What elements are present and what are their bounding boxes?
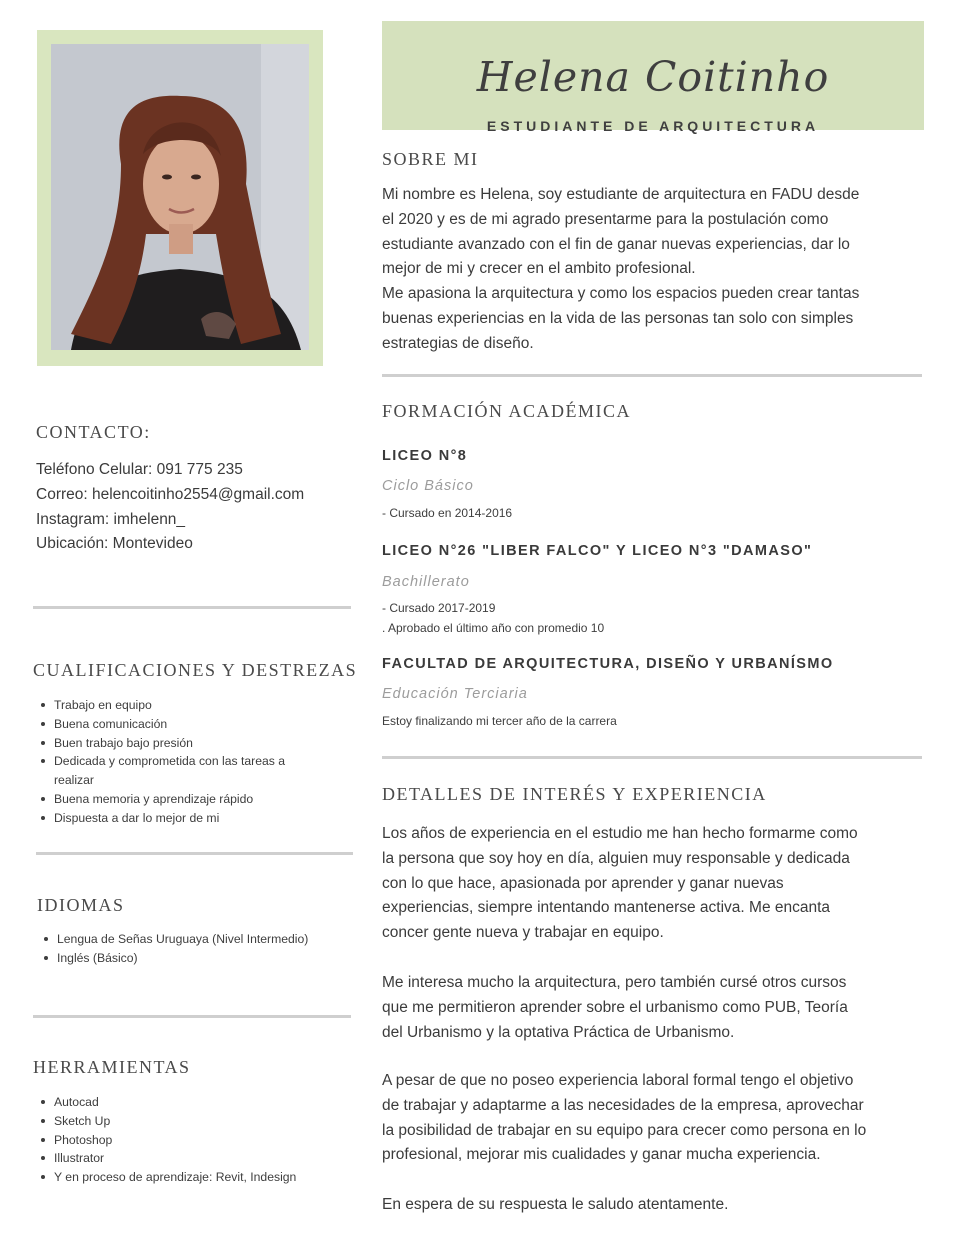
divider xyxy=(382,756,922,759)
education-level: Educación Terciaria xyxy=(382,686,528,702)
experience-heading: DETALLES DE INTERÉS Y EXPERIENCIA xyxy=(382,784,767,804)
about-line: estudiante avanzado con el fin de ganar nuevas experiencias, dar lo xyxy=(382,235,850,253)
education-heading: FORMACIÓN ACADÉMICA xyxy=(382,401,632,421)
profile-photo-frame xyxy=(37,30,323,366)
education-level: Ciclo Básico xyxy=(382,478,474,494)
experience-line: A pesar de que no poseo experiencia laboral formal tengo el objetivo xyxy=(382,1072,854,1089)
education-note: Estoy finalizando mi tercer año de la carrera xyxy=(382,714,617,728)
experience-line: con lo que hace, apasionada por aprender y ganar nuevas xyxy=(382,874,784,892)
contact-location: Ubicación: Montevideo xyxy=(36,535,193,553)
divider xyxy=(33,1015,351,1018)
experience-line: la persona que soy hoy en día, alguien muy responsable y dedicada xyxy=(382,849,850,867)
experience-line: Me interesa mucho la arquitectura, pero también cursé otros cursos xyxy=(382,974,847,991)
about-line: mejor de mi y crecer en el ambito profesional. xyxy=(382,260,696,278)
profile-photo xyxy=(51,44,309,350)
tools-heading: HERRAMIENTAS xyxy=(33,1057,191,1077)
about-text xyxy=(382,183,927,357)
education-note-line: - Cursado 2017-2019 xyxy=(382,601,496,615)
list-item: Buena comunicación xyxy=(37,715,327,734)
list-item: Dispuesta a dar lo mejor de mi xyxy=(37,809,327,828)
portrait-illustration xyxy=(51,44,309,350)
list-item: Buena memoria y aprendizaje rápido xyxy=(37,790,327,809)
experience-paragraph xyxy=(382,971,942,1045)
contact-details xyxy=(36,458,304,557)
header-banner xyxy=(382,21,924,134)
experience-line: que me permitieron aprender sobre el urbanismo como PUB, Teoría xyxy=(382,998,848,1016)
education-note-line: . Aprobado el último año con promedio 10 xyxy=(382,620,605,635)
contact-email: Correo: helencoitinho2554@gmail.com xyxy=(36,485,305,503)
contact-heading: CONTACTO: xyxy=(36,422,151,442)
languages-heading: IDIOMAS xyxy=(37,895,125,915)
closing-line: En espera de su respuesta le saludo atentamente. xyxy=(382,1196,729,1213)
about-line: Mi nombre es Helena, soy estudiante de arquitectura en FADU desde xyxy=(382,186,860,203)
contact-instagram: Instagram: imhelenn_ xyxy=(36,510,186,528)
list-item: Sketch Up xyxy=(37,1112,347,1131)
list-item: Autocad xyxy=(37,1093,347,1112)
about-line: el 2020 y es de mi agrado presentarme para la postulación como xyxy=(382,210,829,228)
list-item: Trabajo en equipo xyxy=(37,696,327,715)
list-item: Inglés (Básico) xyxy=(40,949,350,968)
experience-paragraph xyxy=(382,822,942,946)
contact-phone: Teléfono Celular: 091 775 235 xyxy=(36,461,243,478)
experience-line: del Urbanismo y la optativa Práctica de Urbanismo. xyxy=(382,1023,735,1041)
list-item: Dedicada y comprometida con las tareas a realizar xyxy=(37,752,327,790)
experience-line: la posibilidad de trabajar en su equipo para crecer como persona en lo xyxy=(382,1121,867,1139)
divider xyxy=(36,852,353,855)
divider xyxy=(33,606,351,609)
candidate-name: Helena Coitinho xyxy=(476,53,830,101)
languages-list xyxy=(40,930,350,968)
experience-line: concer gente nueva y trabajar en equipo. xyxy=(382,924,664,942)
about-line: buenas experiencias en la vida de las personas tan solo con simples xyxy=(382,309,854,327)
experience-line: Los años de experiencia en el estudio me han hecho formarme como xyxy=(382,825,858,842)
list-item: Buen trabajo bajo presión xyxy=(37,734,327,753)
education-note: - Cursado en 2014-2016 xyxy=(382,506,513,520)
education-level: Bachillerato xyxy=(382,574,470,590)
about-heading: SOBRE MI xyxy=(382,149,479,169)
experience-paragraph xyxy=(382,1069,942,1168)
experience-line: profesional, mejorar mis cualidades y ganar mucha experiencia. xyxy=(382,1146,821,1164)
experience-line: de trabajar y adaptarme a las necesidades de la empresa, aprovechar xyxy=(382,1096,864,1114)
education-title: FACULTAD DE ARQUITECTURA, DISEÑO Y URBANÍSMO xyxy=(382,656,834,672)
tools-list xyxy=(37,1093,347,1187)
list-item: Photoshop xyxy=(37,1131,347,1150)
list-item: Y en proceso de aprendizaje: Revit, Indesign xyxy=(37,1168,347,1187)
list-item: Illustrator xyxy=(37,1149,347,1168)
education-title: LICEO N°8 xyxy=(382,448,468,464)
experience-line: experiencias, siempre intentando mantenerse activa. Me encanta xyxy=(382,899,831,917)
list-item: Lengua de Señas Uruguaya (Nivel Intermedio) xyxy=(40,930,350,949)
divider xyxy=(382,374,922,377)
about-line: Me apasiona la arquitectura y como los espacios pueden crear tantas xyxy=(382,285,860,303)
education-title: LICEO N°26 "LIBER FALCO" Y LICEO N°3 "DAMASO" xyxy=(382,543,813,559)
skills-heading: CUALIFICACIONES Y DESTREZAS xyxy=(33,660,358,680)
education-note xyxy=(382,599,604,638)
about-line: estrategias de diseño. xyxy=(382,334,534,352)
candidate-role: ESTUDIANTE DE ARQUITECTURA xyxy=(486,118,820,134)
skills-list xyxy=(37,696,327,828)
